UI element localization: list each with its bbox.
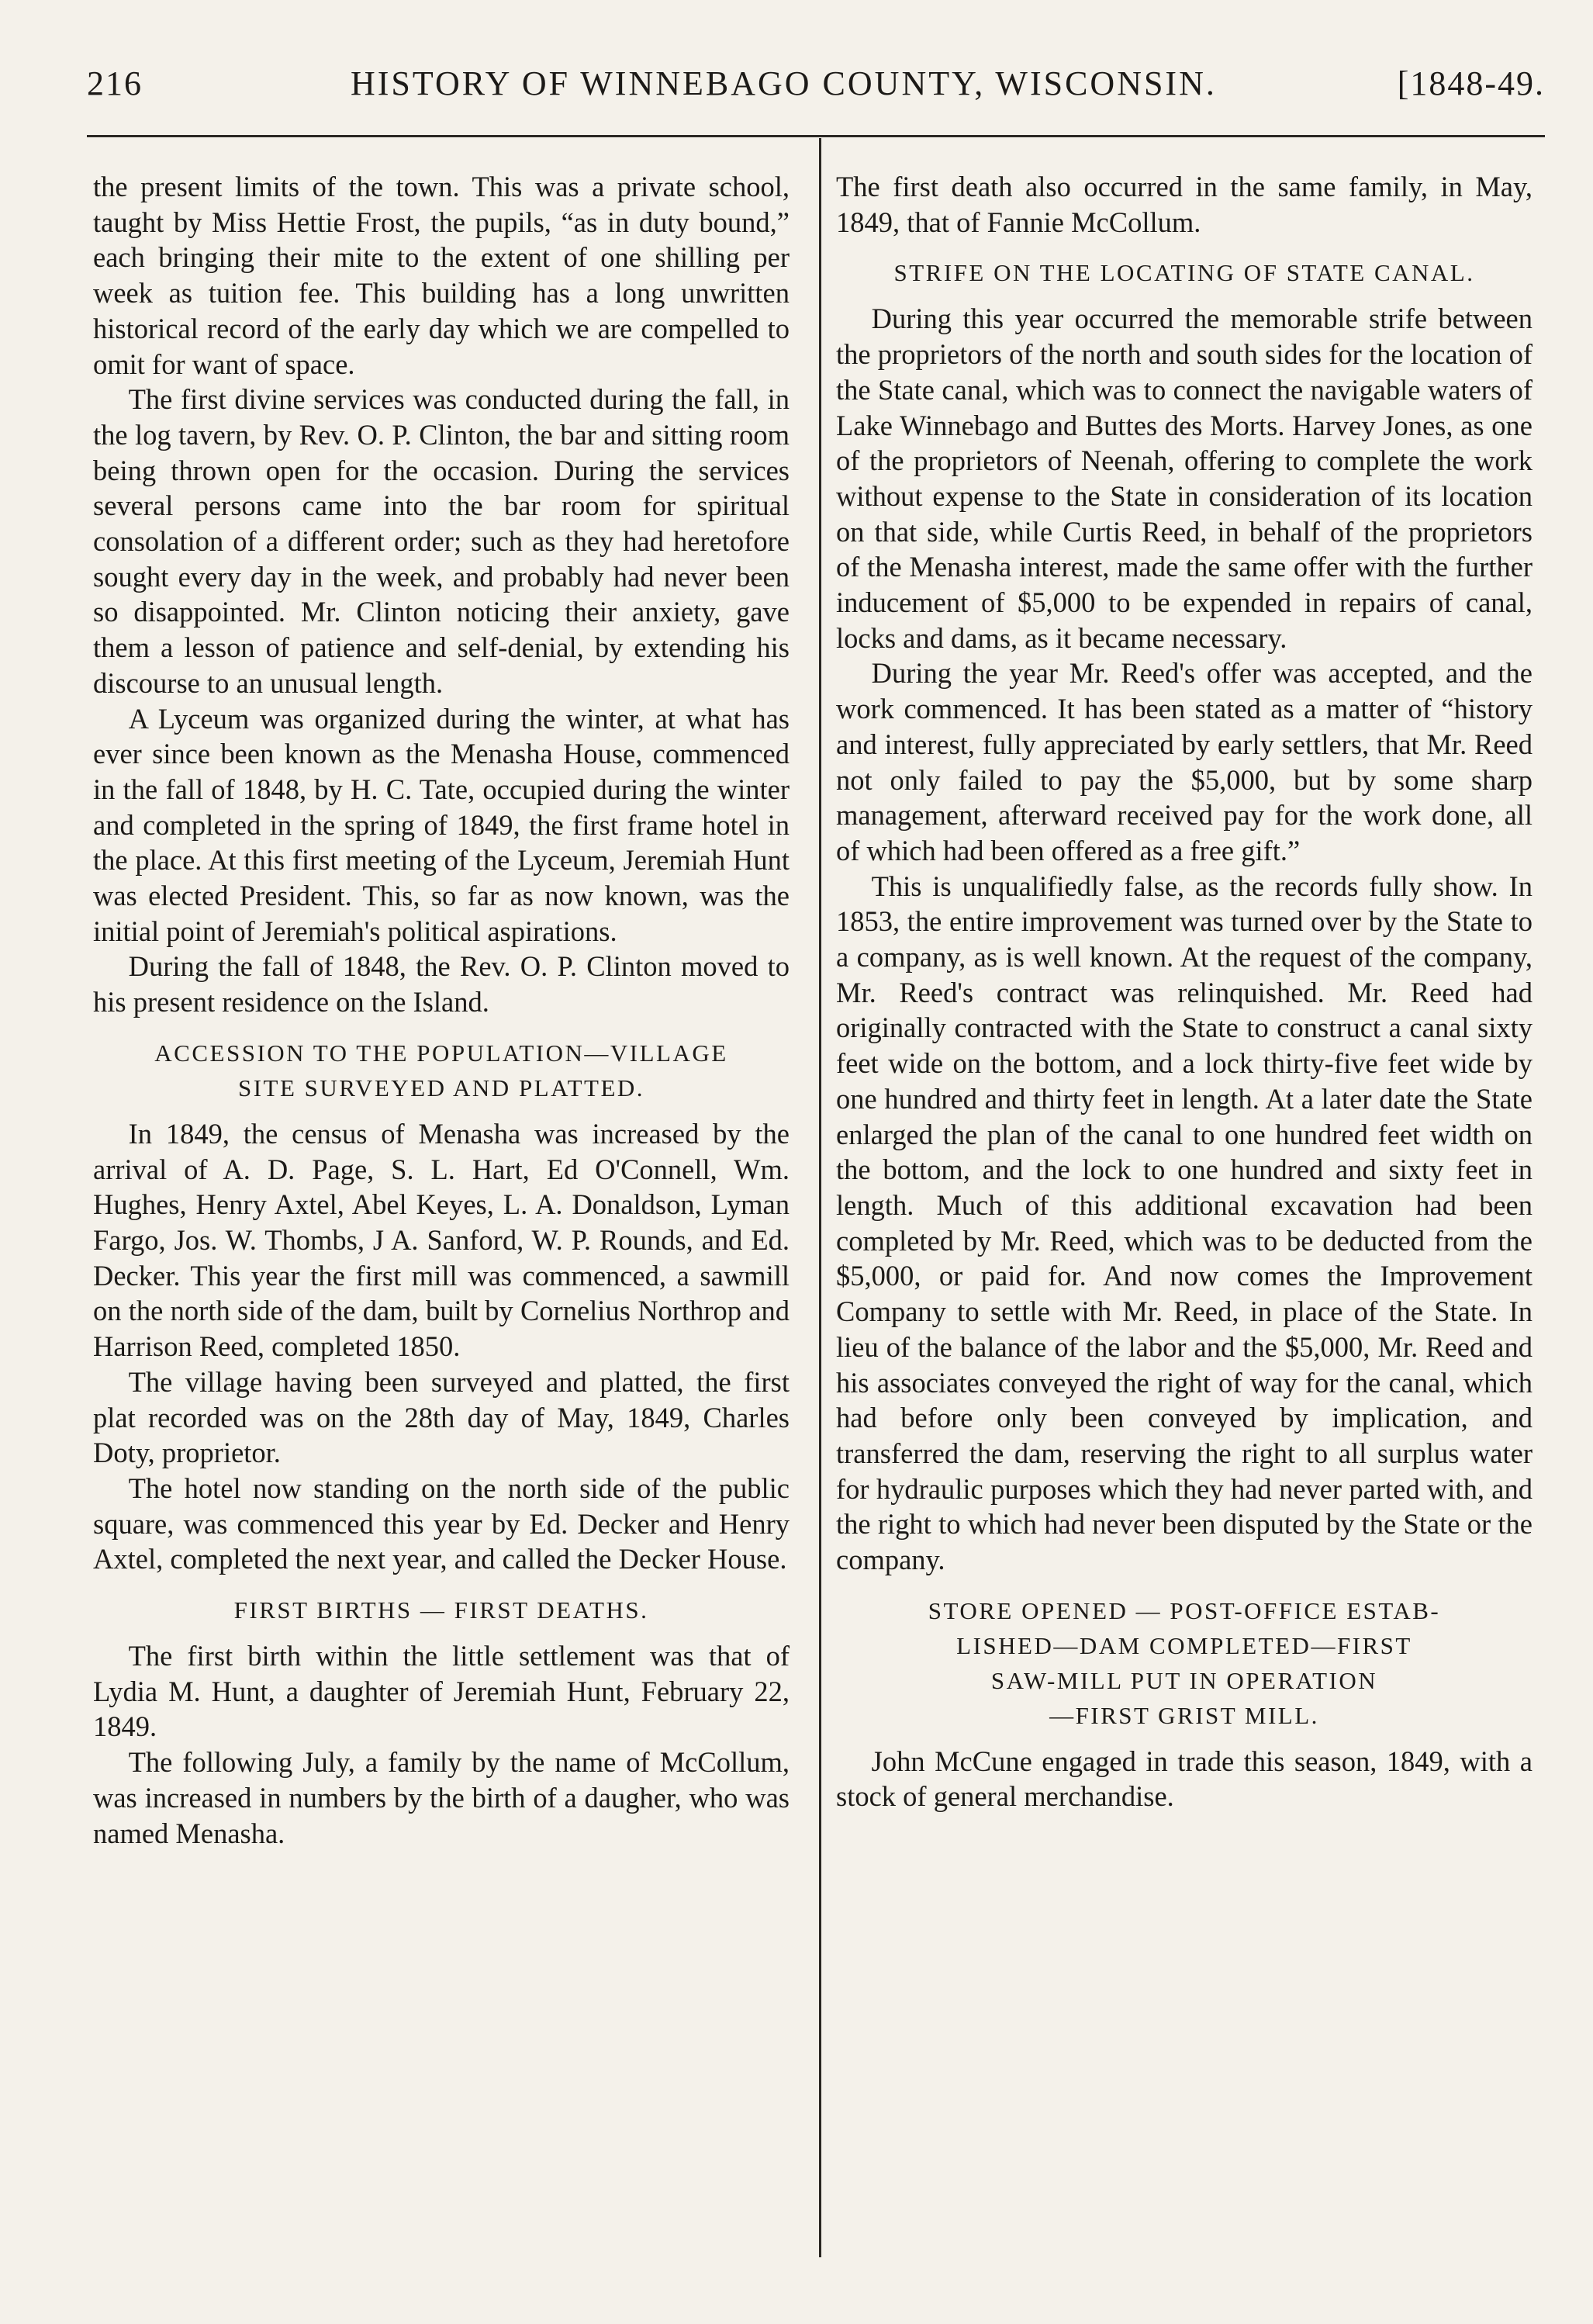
paragraph: The first divine services was conducted during the fall, in the log tavern, by Rev. O. P. Clinton, the bar and sitting room being thrown open for the occasion. During the services several persons came into the bar room for spiritual consolation of a different order; such as they had heretofore sought every day in the week, and probably had never been so disappointed. Mr. Clinton noticing their anxiety, gave them a lesson of patience and self-denial, by extending his discourse to an unusual length.	[93, 383, 790, 699]
section-heading	[93, 1593, 790, 1627]
section-heading	[93, 1036, 790, 1105]
paragraph: During the fall of 1848, the Rev. O. P. Clinton moved to his present residence on the Island.	[93, 950, 790, 1018]
paragraph: The hotel now standing on the north side of the public square, was commenced this year by Ed. Decker and Henry Axtel, completed the next year, and called the Decker House.	[93, 1472, 790, 1575]
heading-line: SITE SURVEYED AND PLATTED.	[237, 1074, 645, 1101]
paragraph: In 1849, the census of Menasha was increased by the arrival of A. D. Page, S. L. Hart, Ed O'Connell, Wm. Hughes, Henry Axtel, Abel Keyes, L. A. Donaldson, Lyman Fargo, Jos. W. Thombs, J A. Sanford, W. P. Rounds, and Ed. Decker. This year the first mill was commenced, a sawmill on the north side of the dam, built by Cornelius Northrop and Harrison Reed, completed 1850.	[93, 1117, 790, 1363]
page-header	[87, 64, 1545, 118]
section-heading	[836, 1593, 1533, 1733]
heading-line: STRIFE ON THE LOCATING OF STATE CANAL.	[893, 259, 1475, 287]
heading-line: LISHED—DAM COMPLETED—FIRST	[956, 1631, 1412, 1659]
page-number: 216	[87, 64, 143, 102]
running-title: HISTORY OF WINNEBAGO COUNTY, WISCONSIN.	[351, 64, 1217, 102]
paragraph: A Lyceum was organized during the winter, at what has ever since been known as the Menasha House, commenced in the fall of 1848, by H. C. Tate, occupied during the winter and completed in the spring of 1849, the first frame hotel in the place. At this first meeting of the Lyceum, Jeremiah Hunt was elected President. This, so far as now known, was the initial point of Jeremiah's political aspirations.	[93, 702, 790, 947]
paragraph: The following July, a family by the name of McCollum, was increased in numbers by the birth of a daugher, who was named Menasha.	[93, 1746, 790, 1849]
left-column	[93, 169, 790, 1851]
paragraph: The first birth within the little settlement was that of Lydia M. Hunt, a daughter of Jeremiah Hunt, February 22, 1849.	[93, 1640, 790, 1743]
year-range: [1848-49.	[1397, 64, 1545, 102]
heading-line: ACCESSION TO THE POPULATION—VILLAGE	[154, 1039, 728, 1067]
heading-line: FIRST BIRTHS — FIRST DEATHS.	[233, 1596, 649, 1624]
heading-line: STORE OPENED — POST-OFFICE ESTAB-	[928, 1596, 1441, 1624]
right-column	[836, 169, 1533, 1814]
paragraph: John McCune engaged in trade this season, 1849, with a stock of general merchandise.	[836, 1745, 1533, 1813]
heading-line: SAW-MILL PUT IN OPERATION	[990, 1666, 1378, 1694]
section-heading	[836, 255, 1533, 290]
paragraph: This is unqualifiedly false, as the records fully show. In 1853, the entire improvement was turned over by the State to a company, as is well known. At the request of the company, Mr. Reed's contract was relinquished. Mr. Reed had originally contracted with the State to construct a canal sixty feet wide on the bottom, and a lock thirty-five feet wide by one hundred and thirty feet in length. At a later date the State enlarged the plan of the canal to one hundred feet width on the bottom, and the lock to one hundred and sixty feet in length. Much of this additional excavation had been completed by Mr. Reed, which was to be deducted from the $5,000, or paid for. And now comes the Improvement Company to settle with Mr. Reed, in place of the State. In lieu of the balance of the labor and the $5,000, Mr. Reed and his associates conveyed the right of way for the canal, which had before only been conveyed by implication, and transferred the dam, reserving the right to all surplus water for hydraulic purposes which they had never parted with, and the right to which had never been disputed by the State or the company.	[836, 870, 1533, 1576]
column-divider	[819, 138, 821, 2257]
paragraph: During this year occurred the memorable strife between the proprietors of the north and south sides for the location of the State canal, which was to connect the navigable waters of Lake Winnebago and Buttes des Morts. Harvey Jones, as one of the proprietors of Neenah, offering to complete the work without expense to the State in consideration of its location on that side, while Curtis Reed, in behalf of the proprietors of the Menasha interest, made the same offer with the further inducement of $5,000 to be expended in repairs of canal, locks and dams, as it became necessary.	[836, 303, 1533, 654]
paragraph: The village having been surveyed and platted, the first plat recorded was on the 28th day of May, 1849, Charles Doty, proprietor.	[93, 1365, 790, 1469]
header-rule	[87, 135, 1545, 137]
heading-line: —FIRST GRIST MILL.	[1049, 1701, 1319, 1729]
paragraph: the present limits of the town. This was a private school, taught by Miss Hettie Frost, the pupils, “as in duty bound,” each bringing their mite to the extent of one shilling per week as tuition fee. This building has a long unwritten historical record of the early day which we are compelled to omit for want of space.	[93, 171, 790, 380]
paragraph: The first death also occurred in the same family, in May, 1849, that of Fannie McCollum.	[836, 171, 1533, 238]
paragraph: During the year Mr. Reed's offer was accepted, and the work commenced. It has been stated as a matter of “history and interest, fully appreciated by early settlers, that Mr. Reed not only failed to pay the $5,000, but by some sharp management, afterward received pay for the work done, all of which had been offered as a free gift.”	[836, 657, 1533, 866]
